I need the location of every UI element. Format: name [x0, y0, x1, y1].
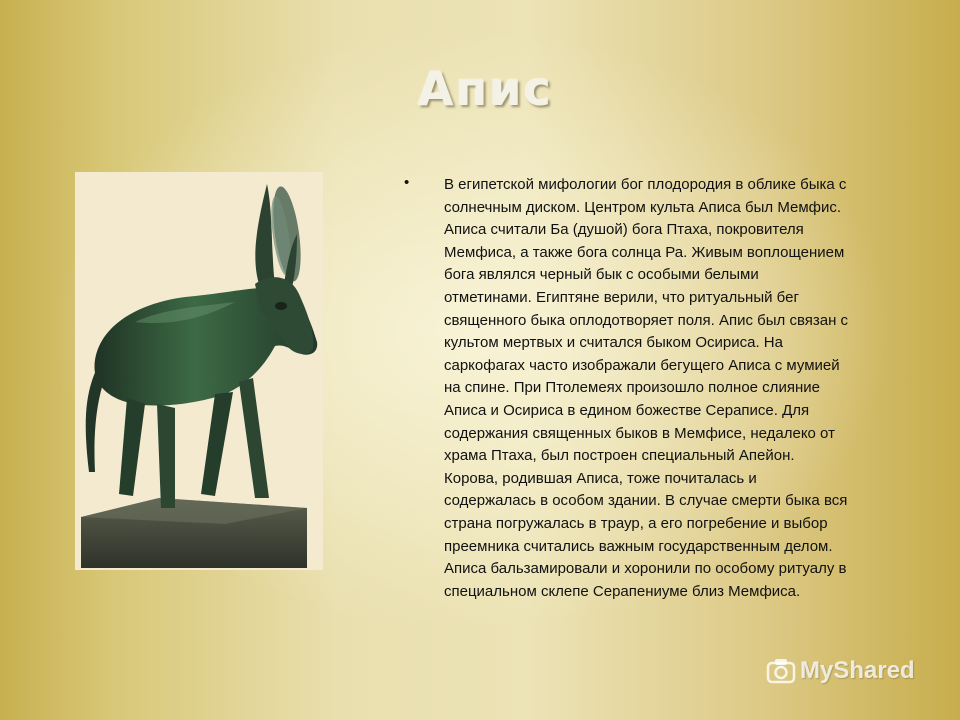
slide-title: Апис: [418, 62, 553, 116]
text-line: на спине. При Птолемеях произошло полное слияние: [444, 379, 820, 397]
text-line: содержалась в особом здании. В случае смерти быка вся: [444, 492, 848, 510]
text-line: В египетской мифологии бог плодородия в облике быка с: [444, 176, 847, 193]
text-line: Корова, родившая Аписа, тоже почиталась и: [444, 469, 757, 487]
text-line: страна погружалась в траур, а его погребение и выбор: [444, 514, 828, 532]
description-text: [444, 174, 914, 603]
text-line: специальном склепе Серапениуме близ Мемфиса.: [444, 582, 801, 600]
text-line: Аписа считали Ба (душой) бога Птаха, покровителя: [444, 221, 804, 239]
text-line: содержания священных быков в Мемфисе, недалеко от: [444, 424, 835, 442]
text-line: преемника считались важным государственным делом.: [444, 537, 833, 555]
text-line: культом мертвых и считался быком Осириса. На: [444, 334, 783, 352]
text-line: Аписа и Осириса в едином божестве Сераписе. Для: [444, 401, 810, 419]
watermark-text: MyShared: [800, 657, 915, 684]
text-line: Аписа бальзамировали и хоронили по особому ритуалу в: [444, 560, 847, 578]
text-line: бога являлся черный бык с особыми белыми: [444, 266, 759, 284]
text-line: отметинами. Египтяне верили, что ритуальный бег: [444, 288, 799, 306]
apis-statue-icon: [75, 172, 323, 570]
text-line: Мемфиса, а также бога солнца Ра. Живым воплощением: [444, 243, 845, 261]
text-line: солнечным диском. Центром культа Аписа был Мемфис.: [444, 198, 842, 216]
bullet-icon: •: [404, 174, 410, 191]
myshared-watermark: [766, 656, 915, 686]
text-line: саркофагах часто изображали бегущего Аписа с мумией: [444, 356, 840, 374]
text-line: священного быка оплодотворяет поля. Апис был связан с: [444, 311, 849, 329]
camera-logo-icon: [766, 656, 796, 686]
apis-statue-image: [75, 172, 323, 570]
text-line: храма Птаха, был построен специальный Апейон.: [444, 447, 795, 465]
